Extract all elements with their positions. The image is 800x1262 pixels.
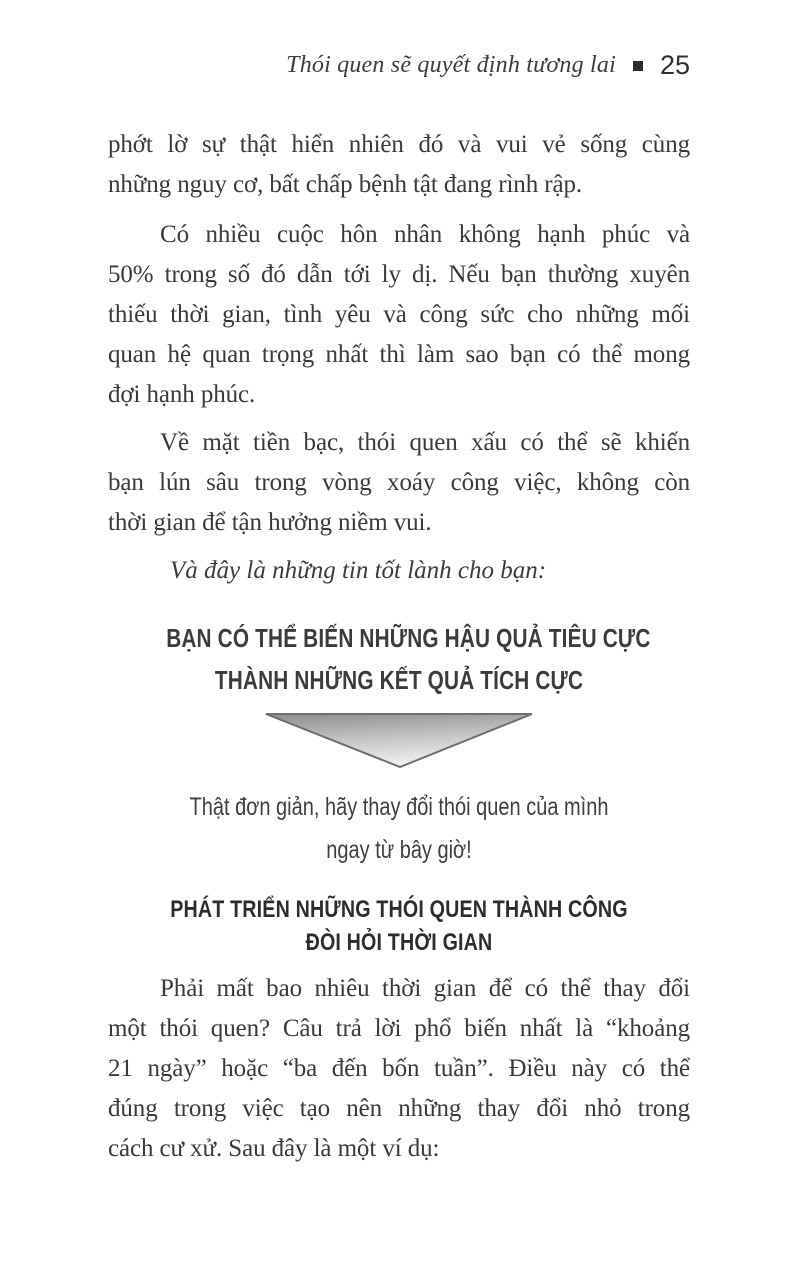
callout-heading-line: THÀNH NHỮNG KẾT QUẢ TÍCH CỰC: [214, 665, 584, 695]
text-line: thời gian để tận hưởng niềm vui.: [108, 509, 432, 536]
text-line: cách cư xử. Sau đây là một ví dụ:: [108, 1135, 440, 1162]
paragraph: [108, 125, 690, 205]
paragraph: [108, 969, 690, 1169]
section-heading-line: ĐÒI HỎI THỜI GIAN: [305, 929, 493, 956]
text-line: những nguy cơ, bất chấp bệnh tật đang rình rập.: [108, 171, 583, 198]
callout-heading-line: BẠN CÓ THỂ BIẾN NHỮNG HẬU QUẢ TIÊU CỰC: [166, 623, 651, 653]
running-title: Thói quen sẽ quyết định tương lai: [286, 52, 616, 78]
section-heading: [108, 893, 690, 959]
text-line: phớt lờ sự thật hiển nhiên đó và vui vẻ sống cùng: [108, 131, 690, 158]
text-line: đúng trong việc tạo nên những thay đổi nhỏ trong: [108, 1095, 690, 1122]
down-triangle-icon: [263, 711, 535, 771]
italic-note: Và đây là những tin tốt lành cho bạn:: [170, 557, 547, 584]
callout-heading: [108, 617, 690, 701]
page-number: 25: [659, 50, 690, 80]
text-line: một thói quen? Câu trả lời phổ biến nhất là “khoảng: [108, 1015, 690, 1042]
callout-sub-line: ngay từ bây giờ!: [326, 836, 472, 864]
text-line: đợi hạnh phúc.: [108, 381, 256, 408]
text-line: 50% trong số đó dẫn tới ly dị. Nếu bạn thường xuyên: [108, 261, 690, 288]
callout-sub-line: Thật đơn giản, hãy thay đổi thói quen của mình: [189, 793, 609, 821]
paragraph: [108, 423, 690, 543]
text-line: 21 ngày” hoặc “ba đến bốn tuần”. Điều này có thể: [108, 1055, 690, 1082]
text-line: Có nhiều cuộc hôn nhân không hạnh phúc và: [160, 221, 690, 248]
callout-subtext: [108, 786, 690, 872]
text-line: Về mặt tiền bạc, thói quen xấu có thể sẽ khiến: [160, 429, 690, 456]
text-line: quan hệ quan trọng nhất thì làm sao bạn có thể mong: [108, 341, 690, 368]
section-heading-line: PHÁT TRIỂN NHỮNG THÓI QUEN THÀNH CÔNG: [170, 896, 628, 923]
callout-block: [108, 617, 690, 872]
text-line: thiếu thời gian, tình yêu và công sức cho những mối: [108, 301, 690, 328]
text-line: bạn lún sâu trong vòng xoáy công việc, không còn: [108, 469, 690, 496]
page-content: [108, 0, 690, 1169]
paragraph: [108, 215, 690, 415]
text-line: Phải mất bao nhiêu thời gian để có thể thay đổi: [160, 975, 690, 1002]
